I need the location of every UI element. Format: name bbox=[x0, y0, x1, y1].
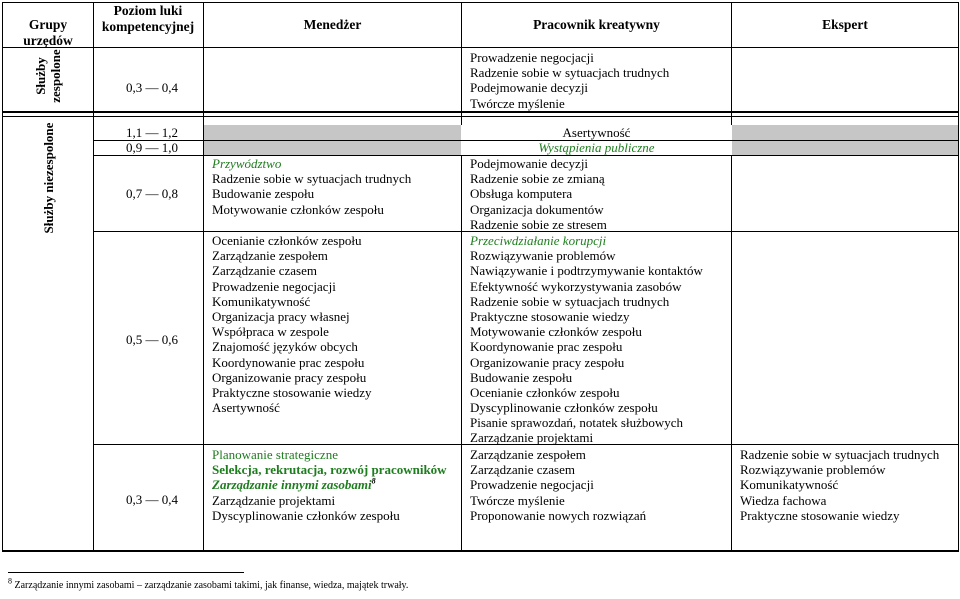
list-item: Zarządzanie projektami bbox=[212, 492, 336, 508]
list-item: Dyscyplinowanie członków zespołu bbox=[212, 507, 400, 523]
list-item: Radzenie sobie w sytuacjach trudnych bbox=[470, 293, 670, 309]
group-label-separate bbox=[41, 118, 57, 238]
list-item: Ocenianie członków zespołu bbox=[470, 384, 620, 400]
level-r3: 0,9 — 1,0 bbox=[126, 140, 178, 155]
creative-list-r5 bbox=[470, 233, 703, 446]
list-item: Obsługa komputera bbox=[470, 186, 573, 202]
manager-list-r5 bbox=[212, 233, 372, 415]
group-separate-text: Służby niezespolone bbox=[41, 122, 56, 234]
list-item: Motywowanie członków zespołu bbox=[470, 324, 642, 340]
list-item: Selekcja, rekrutacja, rozwój pracowników bbox=[212, 462, 447, 478]
list-item: Proponowanie nowych rozwiązań bbox=[470, 507, 647, 523]
group-divider bbox=[2, 111, 959, 113]
list-item: Znajomość języków obcych bbox=[212, 339, 358, 355]
list-item: Organizowanie pracy zespołu bbox=[212, 369, 367, 385]
list-item: Organizacja dokumentów bbox=[470, 201, 604, 217]
list-item: Radzenie sobie w sytuacjach trudnych bbox=[470, 65, 670, 81]
list-item: Prowadzenie negocjacji bbox=[470, 50, 594, 65]
table-bottom-border bbox=[2, 550, 959, 552]
list-item: Motywowanie członków zespołu bbox=[212, 201, 384, 217]
creative-list-r6 bbox=[470, 447, 646, 523]
span-r2: Asertywność bbox=[562, 125, 631, 140]
header-level: Poziom luki kompetencyjnej bbox=[101, 3, 195, 34]
gray-cell-r3-right bbox=[732, 141, 958, 155]
list-item: Praktyczne stosowanie wiedzy bbox=[212, 384, 372, 400]
col-divider-1 bbox=[93, 2, 94, 552]
list-item: Radzenie sobie ze stresem bbox=[470, 216, 607, 232]
list-item: Radzenie sobie w sytuacjach trudnych bbox=[740, 447, 940, 462]
list-item: Koordynowanie prac zespołu bbox=[212, 354, 365, 370]
list-item: Efektywność wykorzystywania zasobów bbox=[470, 278, 682, 294]
list-item: Przywództwo bbox=[212, 156, 282, 171]
list-item: Zarządzanie czasem bbox=[470, 462, 576, 478]
header-manager: Menedżer bbox=[303, 17, 362, 32]
list-item-with-footnote bbox=[212, 477, 447, 492]
list-item: Prowadzenie negocjacji bbox=[470, 477, 594, 493]
list-item: Komunikatywność bbox=[740, 477, 839, 493]
list-item: Podejmowanie decyzji bbox=[470, 156, 589, 171]
span-r3: Wystąpienia publiczne bbox=[538, 140, 655, 155]
list-item: Twórcze myślenie bbox=[470, 95, 565, 111]
col-divider-2 bbox=[203, 2, 204, 552]
level-r1: 0,3 — 0,4 bbox=[126, 80, 178, 95]
expert-list-r6 bbox=[740, 447, 939, 523]
footnote bbox=[8, 576, 409, 592]
footnote-text: Zarządzanie innymi zasobami – zarządzanie zasobami takimi, jak finanse, wiedza, majątek trwały. bbox=[14, 580, 409, 591]
list-item: Budowanie zespołu bbox=[212, 186, 315, 202]
list-item: Pisanie sprawozdań, notatek służbowych bbox=[470, 415, 684, 431]
list-item: Zarządzanie czasem bbox=[212, 263, 318, 279]
level-r2: 1,1 — 1,2 bbox=[126, 125, 178, 140]
list-item: Rozwiązywanie problemów bbox=[470, 248, 616, 264]
list-item: Asertywność bbox=[212, 400, 280, 416]
creative-list-r1 bbox=[470, 50, 669, 111]
header-groups: Grupy urzędów bbox=[23, 17, 73, 48]
list-item: Zarządzanie projektami bbox=[470, 430, 594, 446]
manager-list-r4 bbox=[212, 156, 411, 217]
list-item: Zarządzanie zespołem bbox=[212, 248, 328, 264]
list-item: Planowanie strategiczne bbox=[212, 447, 338, 462]
list-item: Radzenie sobie ze zmianą bbox=[470, 171, 605, 187]
col-divider-3b bbox=[461, 155, 462, 552]
gray-cell-r2-right bbox=[732, 125, 958, 140]
list-item: Przeciwdziałanie korupcji bbox=[470, 233, 607, 248]
list-item: Praktyczne stosowanie wiedzy bbox=[740, 507, 900, 523]
list-item: Budowanie zespołu bbox=[470, 369, 573, 385]
list-item: Zarządzanie innymi zasobami bbox=[212, 477, 372, 493]
footnote-ref: 8 bbox=[371, 477, 376, 487]
list-item: Rozwiązywanie problemów bbox=[740, 462, 886, 478]
footnote-separator bbox=[8, 572, 244, 573]
list-item: Koordynowanie prac zespołu bbox=[470, 339, 623, 355]
list-item: Organizacja pracy własnej bbox=[212, 308, 350, 324]
list-item: Twórcze myślenie bbox=[470, 492, 565, 508]
level-r6: 0,3 — 0,4 bbox=[126, 492, 178, 507]
list-item: Wiedza fachowa bbox=[740, 492, 827, 508]
list-item: Podejmowanie decyzji bbox=[470, 80, 589, 96]
group-divider-2 bbox=[2, 116, 959, 117]
level-r4: 0,7 — 0,8 bbox=[126, 186, 178, 201]
header-creative: Pracownik kreatywny bbox=[533, 17, 660, 32]
col-divider-4b bbox=[731, 155, 732, 552]
list-item: Organizowanie pracy zespołu bbox=[470, 354, 625, 370]
header-bottom-border bbox=[2, 47, 959, 48]
list-item: Prowadzenie negocjacji bbox=[212, 278, 336, 294]
list-item: Współpraca w zespole bbox=[212, 324, 329, 340]
header-expert: Ekspert bbox=[822, 17, 868, 32]
footnote-mark: 8 bbox=[8, 576, 12, 586]
level-r5: 0,5 — 0,6 bbox=[126, 332, 178, 347]
gray-cell-r2-left bbox=[204, 125, 461, 140]
list-item: Nawiązywanie i podtrzymywanie kontaktów bbox=[470, 263, 703, 279]
list-item: Dyscyplinowanie członków zespołu bbox=[470, 400, 658, 416]
group-label-joined bbox=[33, 48, 63, 104]
list-item: Zarządzanie zespołem bbox=[470, 447, 586, 462]
list-item: Komunikatywność bbox=[212, 293, 311, 309]
list-item: Radzenie sobie w sytuacjach trudnych bbox=[212, 171, 412, 187]
list-item: Praktyczne stosowanie wiedzy bbox=[470, 308, 630, 324]
list-item: Ocenianie członków zespołu bbox=[212, 233, 362, 248]
border-right bbox=[958, 2, 959, 552]
creative-list-r4 bbox=[470, 156, 607, 232]
border-left bbox=[2, 2, 3, 552]
gray-cell-r3-left bbox=[204, 141, 461, 155]
manager-list-r6 bbox=[212, 447, 447, 523]
group-joined-text: Służby zespolone bbox=[33, 49, 63, 103]
